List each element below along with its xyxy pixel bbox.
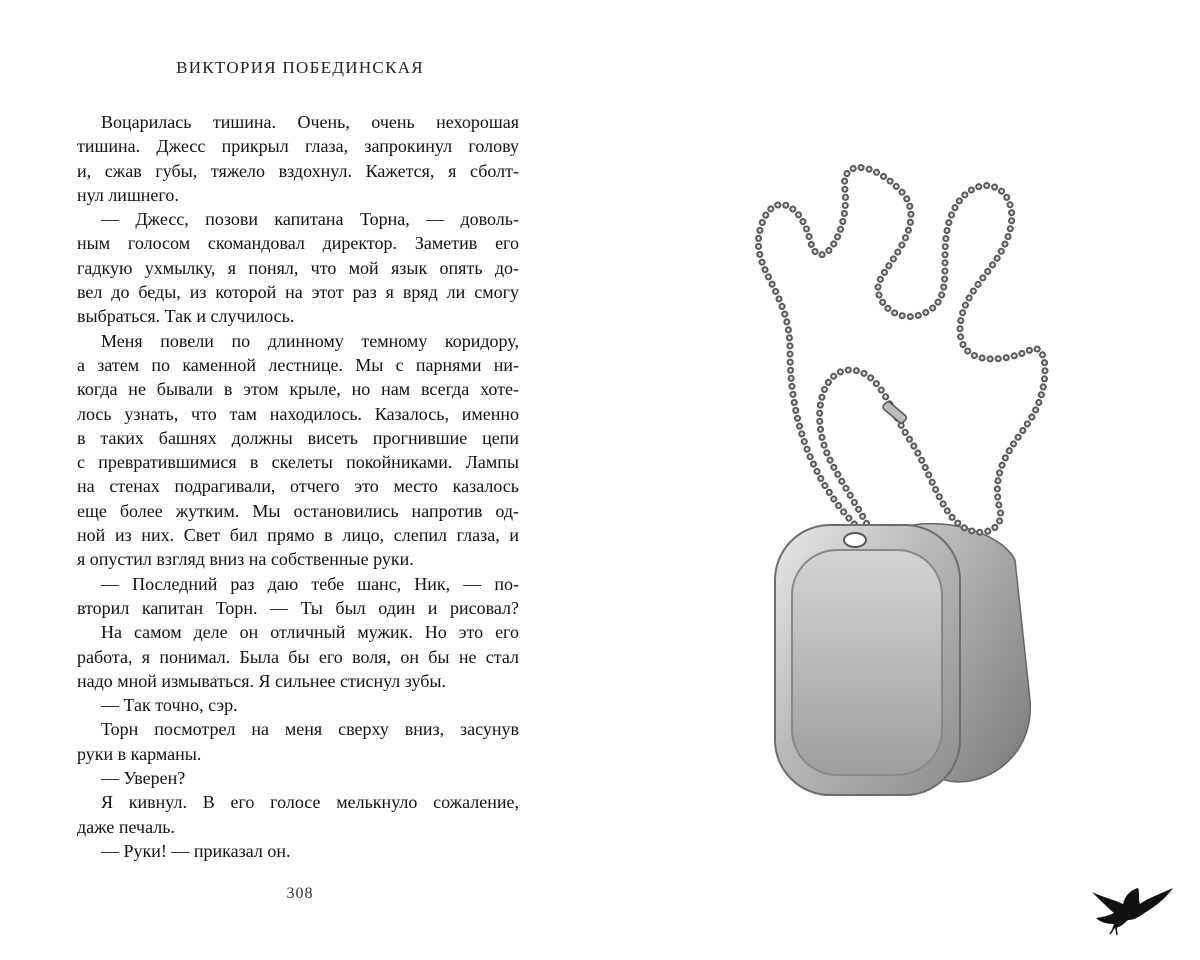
text-line: руки в карманы. <box>77 743 202 764</box>
text-line: еще более жутким. Мы остановились напротив од- <box>77 500 519 521</box>
text-line: ным голосом скомандовал директор. Заметив его <box>77 233 519 254</box>
text-line: в таких башнях должны висеть прогнившие цепи <box>77 427 519 448</box>
text-line: — Джесс, позови капитана Торна, — доволь- <box>101 209 519 230</box>
ball-chain <box>758 168 1045 533</box>
raven-icon <box>1090 880 1175 940</box>
text-line: когда не бывали в этом крыле, но нам всегда хоте- <box>77 379 519 400</box>
text-line: Меня повели по длинному темному коридору, <box>101 330 519 351</box>
page-number: 308 <box>286 885 314 902</box>
running-head: ВИКТОРИЯ ПОБЕДИНСКАЯ <box>176 58 424 77</box>
text-line: надо мной измываться. Я сильнее стиснул зубы. <box>77 670 447 691</box>
text-line: вел до беды, из которой на этот раз я вряд ли смогу <box>77 282 519 303</box>
text-line: я опустил взгляд вниз на собственные руки. <box>77 549 414 570</box>
text-line: — Уверен? <box>101 768 186 789</box>
text-line: — Руки! — приказал он. <box>101 840 291 861</box>
text-line: на стенах подрагивали, отчего это место казалось <box>77 476 519 497</box>
text-line: с превратившимися в скелеты покойниками. Лампы <box>77 452 519 473</box>
text-line: лось узнать, что там находилось. Казалось, именно <box>77 403 519 424</box>
text-line: На самом деле он отличный мужик. Но это его <box>101 622 519 643</box>
right-page <box>600 0 1200 960</box>
text-line: а затем по каменной лестнице. Мы с парнями ни- <box>77 354 519 375</box>
text-line: выбраться. Так и случилось. <box>77 306 295 327</box>
text-line: работа, я понимал. Была бы его воля, он бы не стал <box>77 646 519 667</box>
text-line: Торн посмотрел на меня сверху вниз, засунув <box>101 719 519 740</box>
text-line: ной из них. Свет бил прямо в лицо, слепил глаза, и <box>77 525 519 546</box>
chain-clasp <box>882 401 908 425</box>
text-line: нул лишнего. <box>77 184 179 205</box>
text-line: — Последний раз даю тебе шанс, Ник, — по- <box>101 573 519 594</box>
text-line: Я кивнул. В его голосе мелькнуло сожаление, <box>101 792 519 813</box>
text-line: даже печаль. <box>77 816 175 837</box>
text-line: Воцарилась тишина. Очень, очень нехорошая <box>101 112 519 132</box>
body-text <box>77 110 519 863</box>
text-line: тишина. Джесс прикрыл глаза, запрокинул голову <box>77 136 519 157</box>
text-line: и, сжав губы, тяжело вздохнул. Кажется, я сболт- <box>77 160 519 181</box>
text-line: — Так точно, сэр. <box>101 695 238 716</box>
dog-tags-illustration <box>730 140 1060 830</box>
text-line: вторил капитан Торн. — Ты был один и рисовал? <box>77 597 519 618</box>
text-line: гадкую ухмылку, я понял, что мой язык опять до- <box>77 257 519 278</box>
